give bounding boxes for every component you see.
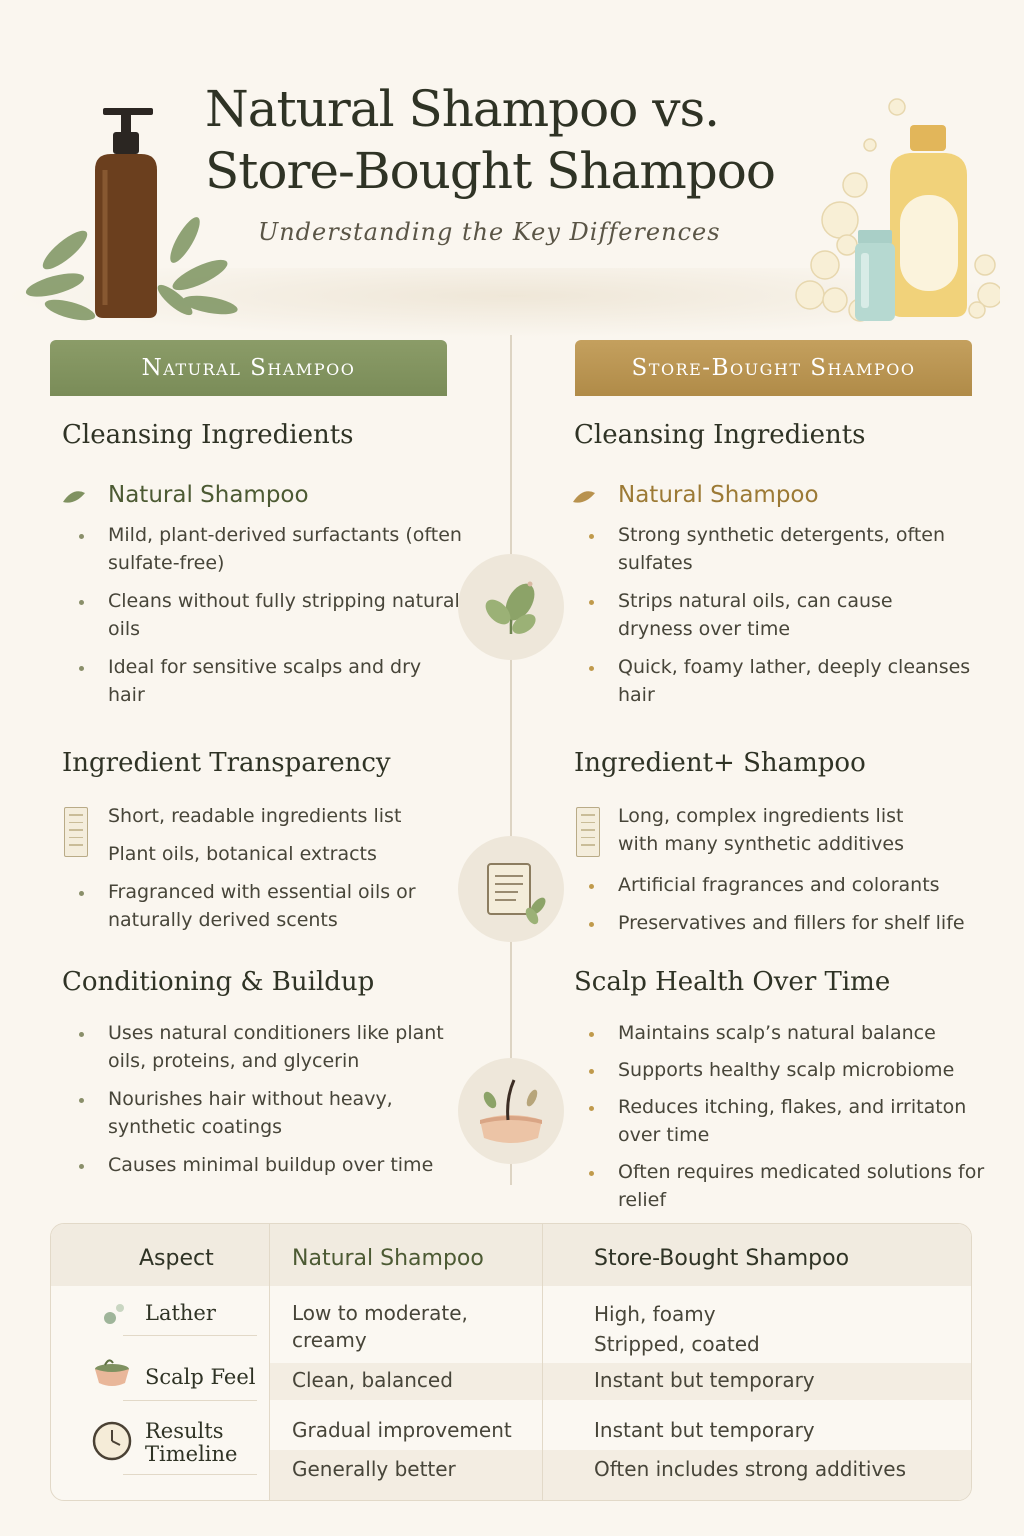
store-cell: High, foamy (594, 1302, 716, 1326)
left-cleansing-subtitle: Natural Shampoo (108, 482, 309, 508)
leaf-medallion-icon (458, 554, 564, 660)
right-transparency-title: Ingredient+ Shampoo (574, 748, 866, 778)
list-item: Cleans without fully stripping natural oils (62, 587, 462, 643)
right-cleansing-subtitle: Natural Shampoo (618, 482, 819, 508)
left-transparency-list (62, 878, 462, 944)
aspect-results: Results (145, 1419, 224, 1443)
list-item: Nourishes hair without heavy, synthetic coatings (62, 1085, 462, 1141)
left-transparency-plain (62, 802, 462, 878)
list-item: Mild, plant-derived surfactants (often sulfate-free) (62, 521, 462, 577)
store-column-header: Store-Bought Shampoo (575, 340, 972, 396)
aspect-timeline: Timeline (145, 1442, 238, 1466)
natural-cell: Low to moderate, (292, 1301, 468, 1325)
left-transparency-title: Ingredient Transparency (62, 748, 391, 778)
natural-cell: Clean, balanced (292, 1368, 453, 1392)
list-item: Strips natural oils, can cause dryness over time (572, 587, 972, 643)
table-divider (269, 1224, 270, 1501)
page-title (205, 78, 775, 202)
list-item: Maintains scalp’s natural balance (572, 1019, 992, 1047)
left-cleansing-title: Cleansing Ingredients (62, 420, 354, 450)
left-conditioning-title: Conditioning & Buildup (62, 967, 375, 997)
leaf-sprig-icon (61, 489, 87, 505)
list-item: Fragranced with essential oils or naturally derived scents (62, 878, 462, 934)
list-item: Preservatives and fillers for shelf life (572, 909, 992, 937)
title-line-2: Store-Bought Shampoo (205, 142, 775, 200)
aspect-lather: Lather (145, 1301, 216, 1325)
list-item: Often requires medicated solutions for relief (572, 1158, 992, 1214)
list-item: Ideal for sensitive scalps and dry hair (62, 653, 462, 709)
list-item: Reduces itching, flakes, and irritaton over time (572, 1093, 992, 1149)
natural-cell: Gradual improvement (292, 1418, 512, 1442)
list-item: Artificial fragrances and colorants (572, 871, 992, 899)
table-divider (123, 1400, 257, 1401)
list-item: Uses natural conditioners like plant oils, proteins, and glycerin (62, 1019, 462, 1075)
list-item: Quick, foamy lather, deeply cleanses hair (572, 653, 972, 709)
store-cell: Instant but temporary (594, 1368, 815, 1392)
right-scalp-title: Scalp Health Over Time (574, 967, 891, 997)
table-divider (123, 1474, 257, 1475)
scroll-medallion-icon (458, 836, 564, 942)
natural-cell: creamy (292, 1328, 367, 1352)
leaf-sprig-icon (571, 489, 597, 505)
aspect-scalp-feel: Scalp Feel (145, 1365, 256, 1389)
natural-cell: Generally better (292, 1457, 456, 1481)
comparison-table (50, 1223, 972, 1501)
list-item: Supports healthy scalp microbiome (572, 1056, 992, 1084)
table-divider (542, 1224, 543, 1501)
right-cleansing-list (572, 521, 972, 719)
title-line-1: Natural Shampoo vs. (205, 80, 720, 138)
page-subtitle: Understanding the Key Differences (258, 218, 721, 246)
list-item: Long, complex ingredients list with many synthetic additives (618, 805, 905, 855)
list-item: Plant oils, botanical extracts (108, 843, 377, 865)
table-header-store: Store-Bought Shampoo (594, 1246, 850, 1271)
list-item: Short, readable ingredients list (108, 805, 402, 827)
list-item: Causes minimal buildup over time (62, 1151, 462, 1179)
table-divider (123, 1335, 257, 1336)
bowl-icon (91, 1355, 133, 1389)
table-header-natural: Natural Shampoo (292, 1246, 484, 1271)
left-cleansing-list (62, 521, 462, 719)
shampoo-bottles-icon (785, 95, 1000, 330)
store-cell: Stripped, coated (594, 1332, 760, 1356)
right-transparency-list (572, 871, 992, 947)
left-conditioning-list (62, 1019, 462, 1189)
list-item: Strong synthetic detergents, often sulfates (572, 521, 972, 577)
store-cell: Often includes strong additives (594, 1457, 907, 1481)
table-header-aspect: Aspect (139, 1246, 214, 1271)
store-cell: Instant but temporary (594, 1418, 815, 1442)
droplets-icon (101, 1300, 129, 1328)
right-scalp-list (572, 1019, 992, 1223)
right-transparency-plain (572, 802, 932, 868)
natural-column-header: Natural Shampoo (50, 340, 447, 396)
clock-icon (91, 1420, 133, 1462)
right-cleansing-title: Cleansing Ingredients (574, 420, 866, 450)
scalp-medallion-icon (458, 1058, 564, 1164)
